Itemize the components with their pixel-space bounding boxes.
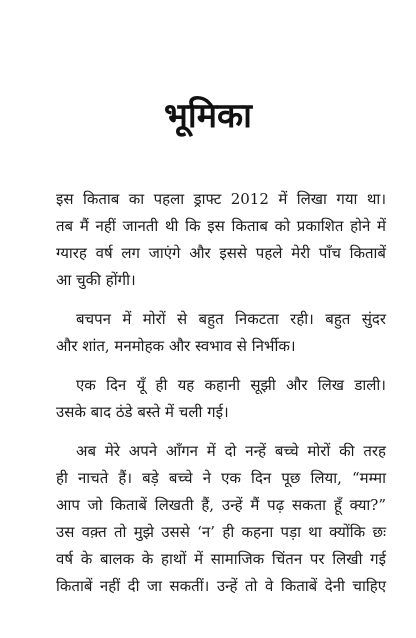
text-line: उस वक़्त तो मुझे उससे ‘न’ ही कहना पड़ा था क्योंकि छः (56, 523, 386, 541)
text-line: ही नाचते हैं। बड़े बच्चे ने एक दिन पूछ लिया, “मम्मा (56, 469, 386, 487)
paragraph-2 (56, 306, 386, 360)
text-line: एक दिन यूँ ही यह कहानी सूझी और लिख डाली। (76, 376, 386, 394)
text-line: तब मैं नहीं जानती थी कि इस किताब को प्रकाशित होने में (56, 217, 386, 235)
text-line: और शांत, मनमोहक और स्वभाव से निर्भीक। (56, 337, 296, 355)
paragraph-1 (56, 186, 386, 294)
paragraph-4 (56, 438, 386, 600)
preface-body (56, 186, 386, 612)
text-line: आ चुकी होंगी। (56, 271, 136, 289)
text-line: ग्यारह वर्ष लग जाएंगे और इससे पहले मेरी पाँच किताबें (56, 244, 386, 262)
text-line: इस किताब का पहला ड्राफ्ट 2012 में लिखा गया था। (56, 190, 386, 208)
text-line: आप जो किताबें लिखती हैं, उन्हें मैं पढ़ सकता हूँ क्या?” (56, 496, 386, 514)
page-title: भूमिका (164, 96, 252, 136)
paragraph-3 (56, 372, 386, 426)
text-line: उसके बाद ठंडे बस्ते में चली गई। (56, 403, 229, 421)
text-line: किताबें नहीं दी जा सकतीं। उन्हें तो वे किताबें देनी चाहिए (56, 577, 386, 595)
text-line: अब मेरे अपने आँगन में दो नन्हें बच्चे मोरों की तरह (76, 442, 386, 460)
text-line: बचपन में मोरों से बहुत निकटता रही। बहुत सुंदर (76, 310, 386, 328)
text-line: वर्ष के बालक के हाथों में सामाजिक चिंतन पर लिखी गई (56, 550, 386, 568)
